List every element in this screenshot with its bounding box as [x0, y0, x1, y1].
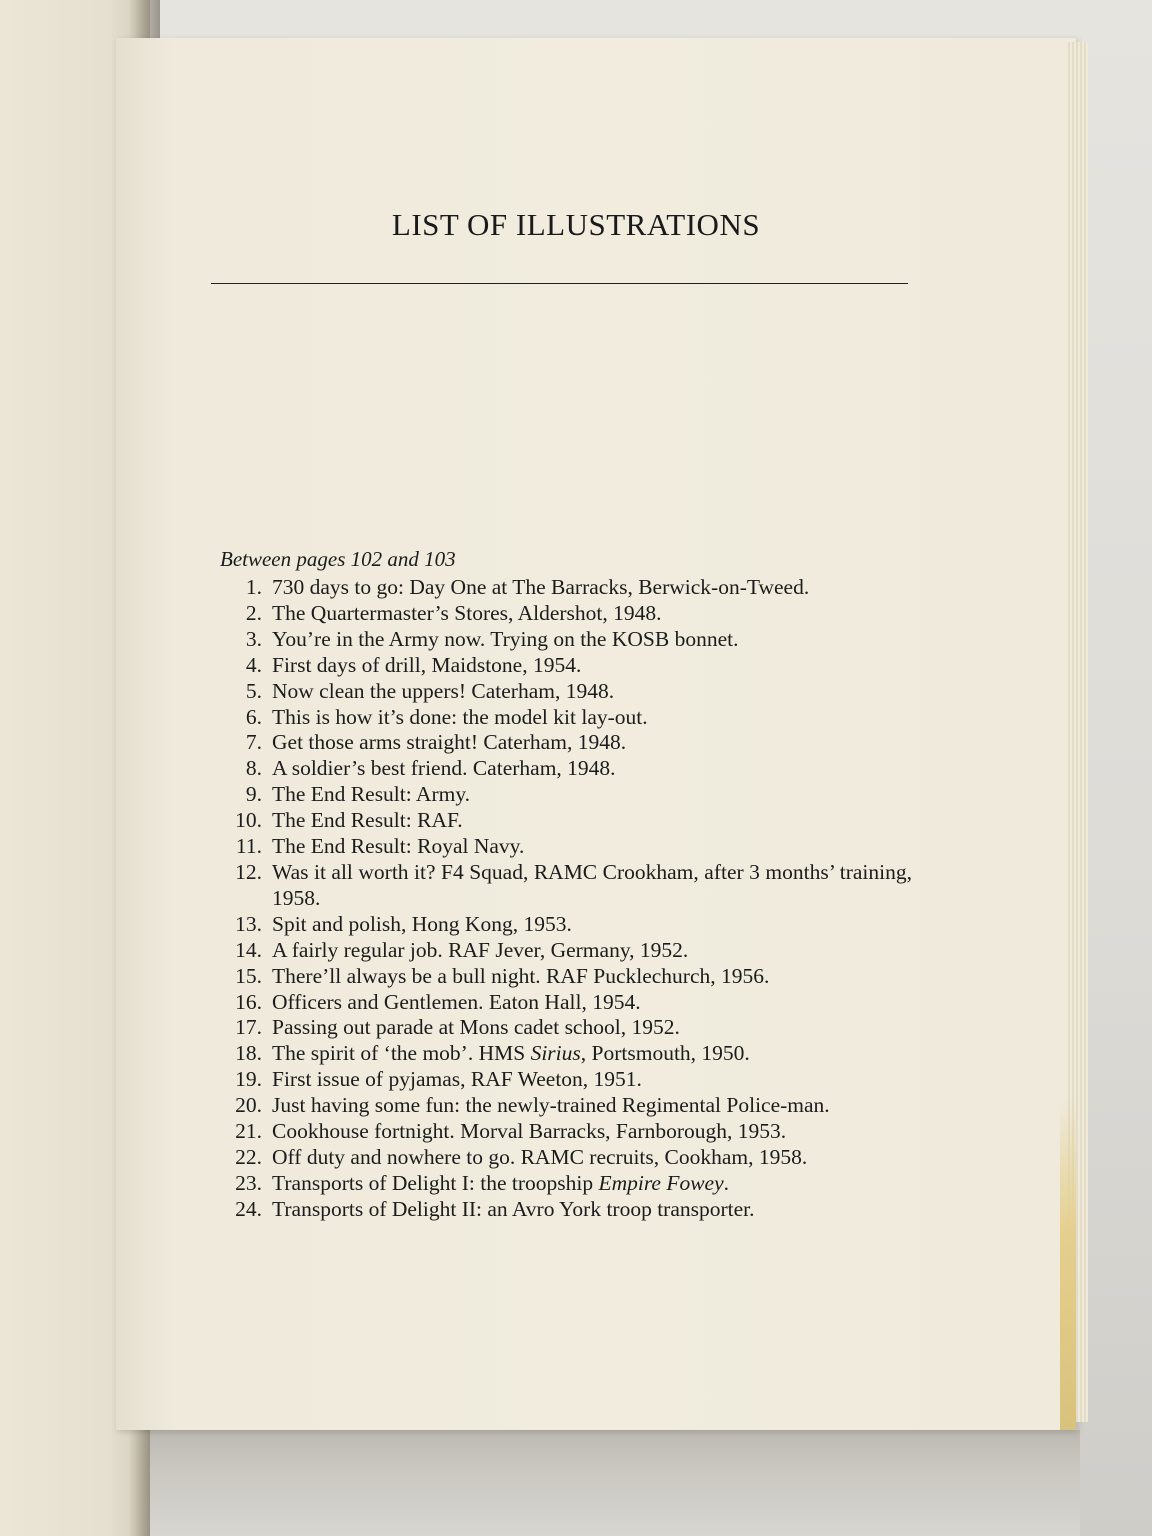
item-text: Cookhouse fortnight. Morval Barracks, Farnborough, 1953.: [272, 1119, 787, 1144]
page-edge-tint: [1060, 1100, 1076, 1430]
item-text-pre: Transports of Delight I: the troopship: [272, 1170, 599, 1195]
item-text: You’re in the Army now. Trying on the KOSB bonnet.: [272, 626, 739, 651]
list-item: [212, 601, 912, 627]
ship-name: Empire Fowey: [598, 1170, 724, 1195]
item-number: 13.: [235, 911, 262, 936]
item-text-post: .: [723, 1170, 730, 1195]
list-item: [212, 1197, 912, 1223]
list-item: [212, 756, 912, 782]
item-number: 7.: [245, 730, 262, 755]
list-item: [212, 782, 912, 808]
list-item: [212, 912, 912, 938]
item-text: First issue of pyjamas, RAF Weeton, 1951.: [272, 1067, 642, 1092]
list-item: [212, 705, 912, 731]
item-number: 3.: [245, 626, 262, 651]
item-number: 23.: [235, 1170, 262, 1195]
item-number: 10.: [235, 808, 262, 833]
item-text: [272, 1171, 912, 1197]
item-number: 8.: [245, 756, 262, 781]
list-item: [212, 938, 912, 964]
item-text: Officers and Gentlemen. Eaton Hall, 1954.: [272, 989, 641, 1014]
item-number: 24.: [235, 1196, 262, 1221]
list-item: [212, 1067, 912, 1093]
item-number: 1.: [245, 575, 262, 599]
page-heading: LIST OF ILLUSTRATIONS: [391, 207, 761, 242]
item-text: Now clean the uppers! Caterham, 1948.: [272, 678, 615, 703]
book-cover-edge: [150, 1430, 1080, 1536]
item-number: 2.: [245, 600, 262, 625]
item-text: Spit and polish, Hong Kong, 1953.: [272, 911, 572, 936]
item-text: 730 days to go: Day One at The Barracks, Berwick-on-Tweed.: [272, 575, 810, 599]
item-number: 19.: [235, 1067, 262, 1092]
item-number: 5.: [245, 678, 262, 703]
item-number: 18.: [235, 1041, 262, 1066]
item-text: Get those arms straight! Caterham, 1948.: [272, 730, 627, 755]
item-number: 11.: [235, 834, 262, 859]
item-text: First days of drill, Maidstone, 1954.: [272, 652, 582, 677]
list-item: [212, 1145, 912, 1171]
item-number: 22.: [235, 1144, 262, 1169]
list-item: [212, 730, 912, 756]
item-text-post: , Portsmouth, 1950.: [580, 1041, 750, 1066]
illustrations-list: [212, 575, 912, 1223]
item-number: 16.: [235, 989, 262, 1014]
list-item: [212, 1015, 912, 1041]
item-text: A fairly regular job. RAF Jever, Germany, 1952.: [272, 937, 689, 962]
section-title: Between pages 102 and 103: [220, 547, 456, 571]
item-text: Transports of Delight II: an Avro York troop transporter.: [272, 1196, 755, 1221]
list-item: [212, 860, 912, 912]
item-number: 15.: [235, 963, 262, 988]
list-item: [212, 653, 912, 679]
item-text: Just having some fun: the newly-trained Regimental Police-man.: [272, 1093, 830, 1118]
heading-rule: [211, 283, 908, 284]
list-item: [212, 990, 912, 1016]
item-text: Off duty and nowhere to go. RAMC recruits, Cookham, 1958.: [272, 1144, 808, 1169]
list-item: [212, 1093, 912, 1119]
list-item: [212, 1119, 912, 1145]
item-number: 21.: [235, 1119, 262, 1144]
item-text: This is how it’s done: the model kit lay-out.: [272, 704, 648, 729]
item-text: The End Result: Royal Navy.: [272, 834, 525, 859]
item-text: Passing out parade at Mons cadet school, 1952.: [272, 1015, 680, 1040]
list-item: [212, 679, 912, 705]
item-text: The End Result: RAF.: [272, 808, 463, 833]
list-item: [212, 1171, 912, 1197]
list-item: [212, 575, 912, 601]
list-item: [212, 834, 912, 860]
item-text: [272, 1041, 912, 1067]
item-number: 14.: [235, 937, 262, 962]
list-item: [212, 1041, 912, 1067]
list-item: [212, 808, 912, 834]
list-item: [212, 627, 912, 653]
item-text-pre: The spirit of ‘the mob’. HMS: [272, 1041, 531, 1066]
item-number: 6.: [245, 704, 262, 729]
item-text: The End Result: Army.: [272, 782, 471, 807]
item-number: 12.: [235, 859, 262, 884]
list-item: [212, 964, 912, 990]
item-number: 9.: [245, 782, 262, 807]
item-number: 17.: [235, 1015, 262, 1040]
item-text: There’ll always be a bull night. RAF Pucklechurch, 1956.: [272, 963, 770, 988]
item-text: A soldier’s best friend. Caterham, 1948.: [272, 756, 616, 781]
item-number: 4.: [245, 652, 262, 677]
item-number: 20.: [235, 1093, 262, 1118]
ship-name: Sirius: [530, 1041, 581, 1066]
item-text: Was it all worth it? F4 Squad, RAMC Crookham, after 3 months’ training, 1958.: [272, 859, 912, 910]
item-text: The Quartermaster’s Stores, Aldershot, 1948.: [272, 600, 662, 625]
